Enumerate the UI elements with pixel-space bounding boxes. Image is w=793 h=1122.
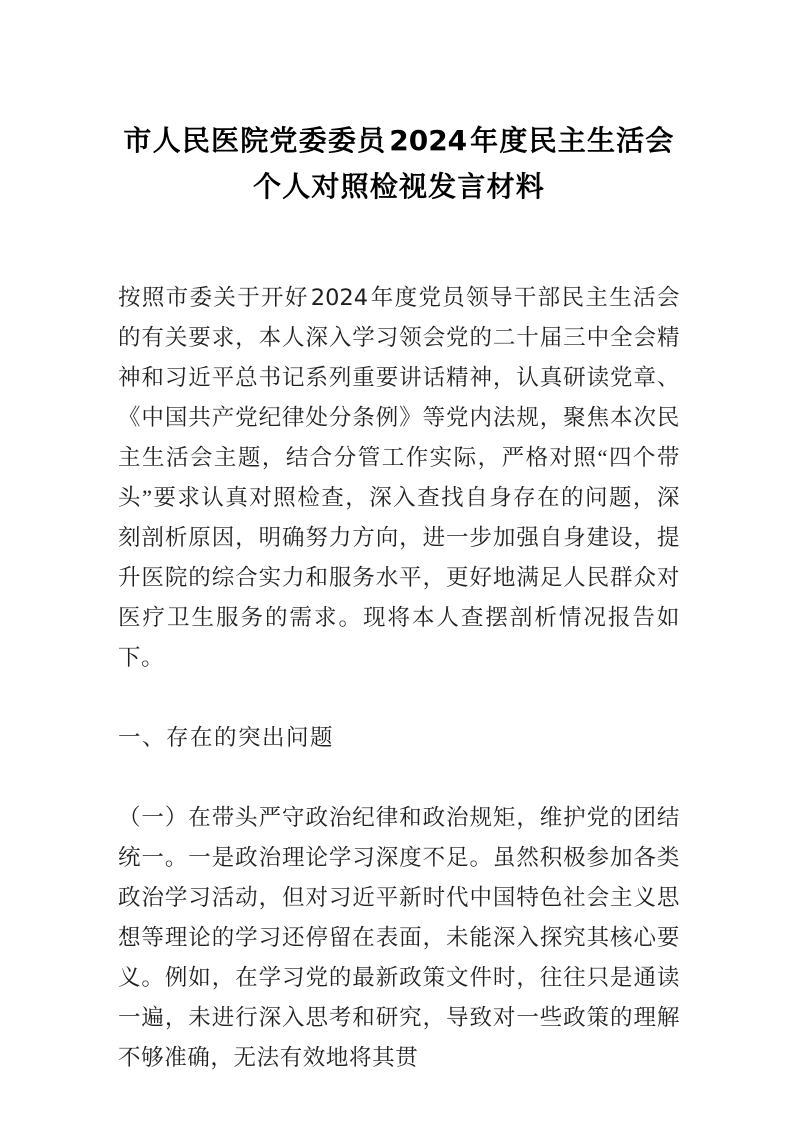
intro-paragraph-prefix: 按照市委关于开好 bbox=[118, 285, 309, 310]
page-title-line-1 bbox=[118, 118, 680, 164]
page-title-line-1-prefix: 市人民医院党委委员 bbox=[123, 124, 387, 157]
section-heading-existing-problems: 一、存在的突出问题 bbox=[118, 725, 335, 750]
page-title-line-2: 个人对照检视发言材料 bbox=[252, 170, 545, 203]
intro-paragraph bbox=[118, 278, 680, 678]
intro-paragraph-suffix: 年度党员领导干部民主生活会的有关要求，本人深入学习领会党的二十届三中全会精神和习近平总书记系列重要讲话精神，认真研读党章、《中国共产党纪律处分条例》等党内法规，聚焦本次民主生活会主题，结合分管工作实际，严格对照“四个带头”要求认真对照检查，深入查找自身存在的问题，深刻剖析原因，明确努力方向，进一步加强自身建设，提升医院的综合实力和服务水平，更好地满足人民群众对医疗卫生服务的需求。现将本人查摆剖析情况报告如下。 bbox=[118, 285, 680, 670]
subsection-paragraph-political-discipline: （一）在带头严守政治纪律和政治规矩，维护党的团结统一。一是政治理论学习深度不足。虽然积极参加各类政治学习活动，但对习近平新时代中国特色社会主义思想等理论的学习还停留在表面，未能深入探究其核心要义。例如，在学习党的最新政策文件时，往往只是通读一遍，未进行深入思考和研究，导致对一些政策的理解不够准确，无法有效地将其贯 bbox=[118, 805, 680, 1070]
document-body bbox=[118, 0, 680, 1078]
title-body-spacer bbox=[118, 210, 680, 278]
page-title-year: 2024 bbox=[389, 124, 468, 157]
heading-subsection-spacer bbox=[118, 758, 680, 798]
page-title bbox=[118, 118, 680, 210]
intro-paragraph-year: 2024 bbox=[310, 285, 369, 311]
page-title-line-1-suffix: 年度民主生活会 bbox=[470, 124, 675, 157]
intro-section-spacer bbox=[118, 678, 680, 718]
title-top-spacer bbox=[118, 0, 680, 118]
